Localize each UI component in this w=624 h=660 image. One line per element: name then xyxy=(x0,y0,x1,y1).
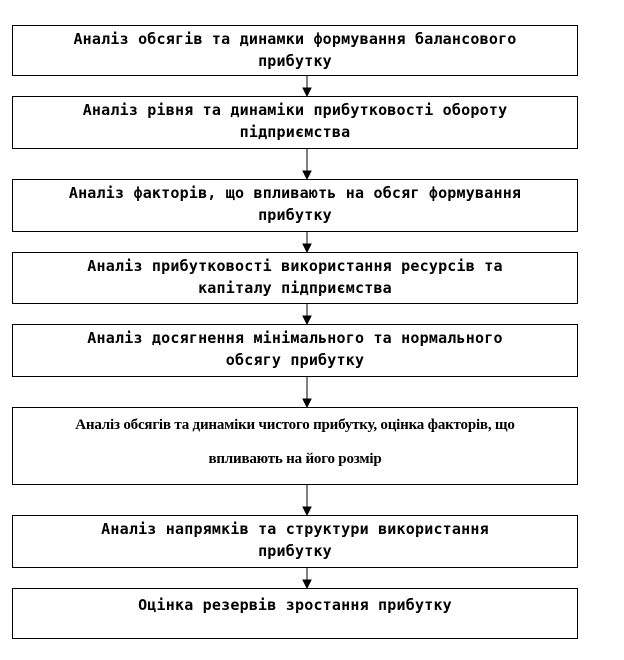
step-4-text: Аналіз прибутковості використання ресурсів та капіталу підприємства xyxy=(87,257,503,297)
arrow-4-5 xyxy=(303,303,311,324)
arrow-7-8 xyxy=(303,567,311,588)
step-3-box xyxy=(12,179,578,232)
step-1-box xyxy=(12,25,578,76)
step-2-text: Аналіз рівня та динаміки прибутковості обороту підприємства xyxy=(82,101,508,141)
arrow-1-2 xyxy=(303,75,311,96)
arrow-3-4 xyxy=(303,231,311,252)
step-6-box xyxy=(12,407,578,485)
arrow-5-6 xyxy=(303,376,311,407)
step-8-box xyxy=(12,588,578,639)
step-8-text: Оцінка резервів зростання прибутку xyxy=(138,596,452,614)
step-7-text: Аналіз напрямків та структури використання прибутку xyxy=(101,520,489,560)
step-5-box xyxy=(12,324,578,377)
step-6-text: Аналіз обсягів та динаміки чистого прибутку, оцінка факторів, що впливають на його розмір xyxy=(75,417,515,467)
arrow-6-7 xyxy=(303,484,311,515)
step-1-text: Аналіз обсягів та динамки формування балансового прибутку xyxy=(73,30,517,70)
step-3-text: Аналіз факторів, що впливають на обсяг формування прибутку xyxy=(68,184,522,224)
arrow-2-3 xyxy=(303,148,311,179)
step-7-box xyxy=(12,515,578,568)
step-5-text: Аналіз досягнення мінімального та нормального обсягу прибутку xyxy=(87,329,503,369)
step-2-box xyxy=(12,96,578,149)
step-4-box xyxy=(12,252,578,304)
